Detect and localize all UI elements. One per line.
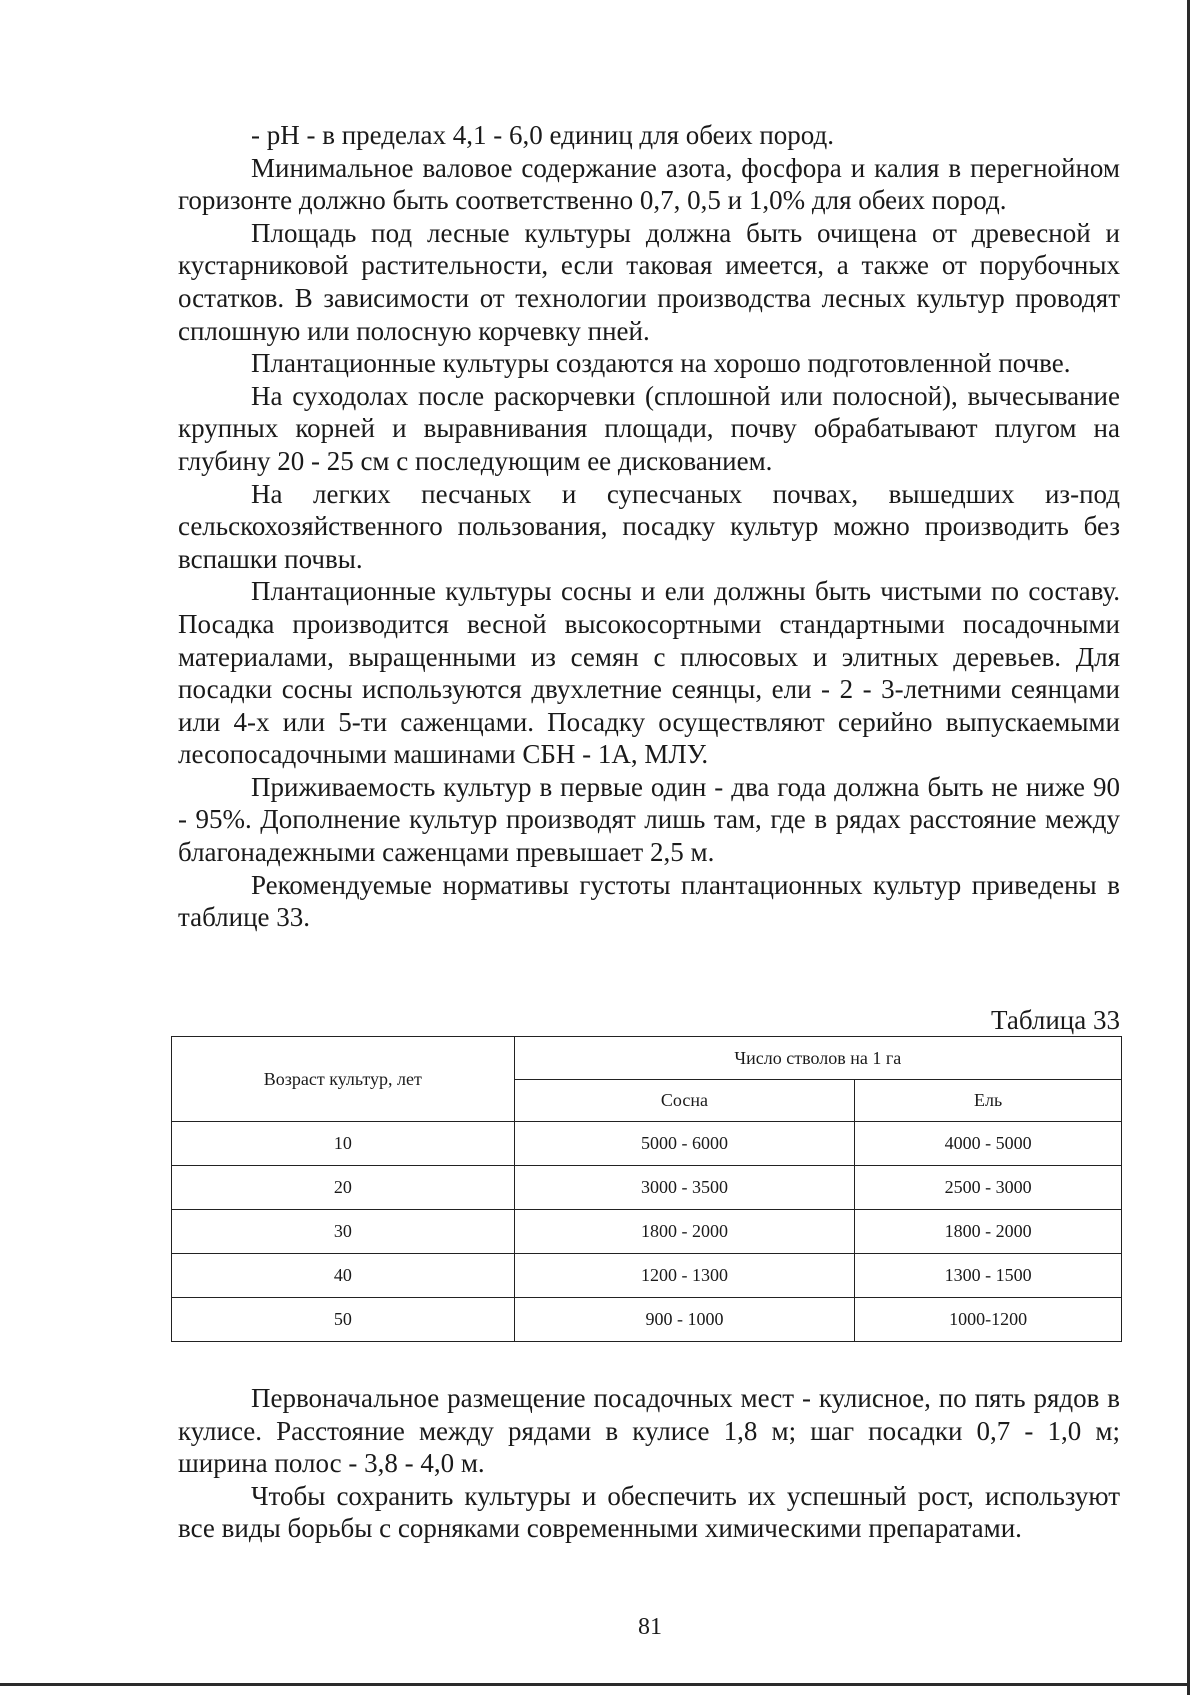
cell-age: 20 — [172, 1166, 515, 1210]
table-row — [172, 1166, 1122, 1210]
header-age: Возраст культур, лет — [172, 1037, 515, 1122]
paragraph-nutrients: Минимальное валовое содержание азота, фосфора и калия в перегнойном горизонте должно быть соответственно 0,7, 0,5 и 1,0% для обеих пород. — [178, 152, 1120, 216]
header-pine: Сосна — [514, 1080, 855, 1122]
paragraph-planting-material: Плантационные культуры сосны и ели должны быть чистыми по составу. Посадка производится весной высокосортными стандартными посадочными материалами, выращенными из семян с плюсовых и элитных деревьев. Для посадки сосны используются двухлетние сеянцы, ели - 2 - 3-летними сеянцами или 4-х или 5-ти саженцами. Посадку осуществляют серийно выпускаемыми лесопосадочными машинами СБН - 1А, МЛУ. — [178, 576, 1120, 770]
cell-spruce: 1800 - 2000 — [855, 1210, 1122, 1254]
table-row — [172, 1298, 1122, 1342]
paragraph-site-clearing: Площадь под лесные культуры должна быть очищена от древесной и кустарниковой растительности, если таковая имеется, а также от порубочных остатков. В зависимости от технологии производства лесных культур проводят сплошную или полосную корчевку пней. — [178, 217, 1120, 346]
paragraph-survival-rate: Приживаемость культур в первые один - два года должна быть не ниже 90 - 95%. Дополнение культур производят лишь там, где в рядах расстояние между благонадежными саженцами превышает 2,5 м. — [178, 771, 1120, 868]
cell-age: 40 — [172, 1254, 515, 1298]
scan-edge-right — [1187, 0, 1190, 1695]
paragraph-table-reference: Рекомендуемые нормативы густоты плантационных культур приведены в таблице 33. — [178, 869, 1120, 933]
cell-pine: 3000 - 3500 — [514, 1166, 855, 1210]
cell-age: 30 — [172, 1210, 515, 1254]
table-row — [172, 1210, 1122, 1254]
cell-spruce: 4000 - 5000 — [855, 1122, 1122, 1166]
cell-spruce: 2500 - 3000 — [855, 1166, 1122, 1210]
cell-spruce: 1000-1200 — [855, 1298, 1122, 1342]
paragraph-weed-control: Чтобы сохранить культуры и обеспечить их успешный рост, используют все виды борьбы с сорняками современными химическими препаратами. — [178, 1480, 1120, 1544]
table-row — [172, 1122, 1122, 1166]
cell-pine: 5000 - 6000 — [514, 1122, 855, 1166]
table-caption: Таблица 33 — [991, 1005, 1120, 1035]
paragraph-dry-lands: На суходолах после раскорчевки (сплошной или полосной), вычесывание крупных корней и выравнивания площади, почву обрабатывают плугом на глубину 20 - 25 см с последующим ее дискованием. — [178, 380, 1120, 476]
cell-age: 10 — [172, 1122, 515, 1166]
table-row — [172, 1254, 1122, 1298]
cell-pine: 1800 - 2000 — [514, 1210, 855, 1254]
paragraph-placement: Первоначальное размещение посадочных мест - кулисное, по пять рядов в кулисе. Расстояние между рядами в кулисе 1,8 м; шаг посадки 0,7 - 1,0 м; ширина полос - 3,8 - 4,0 м. — [178, 1383, 1120, 1479]
cell-age: 50 — [172, 1298, 515, 1342]
paragraph-sandy-soils: На легких песчаных и супесчаных почвах, вышедших из-под сельскохозяйственного пользования, посадку культур можно производить без вспашки почвы. — [178, 478, 1120, 574]
body-text-bottom — [178, 1382, 1120, 1545]
paragraph-ph: - pH - в пределах 4,1 - 6,0 единиц для обеих пород. — [251, 120, 834, 150]
cell-pine: 900 - 1000 — [514, 1298, 855, 1342]
cell-spruce: 1300 - 1500 — [855, 1254, 1122, 1298]
body-text-top — [178, 119, 1120, 934]
paragraph-soil-preparation: Плантационные культуры создаются на хорошо подготовленной почве. — [251, 348, 1071, 379]
page-number: 81 — [638, 1614, 662, 1640]
header-spruce: Ель — [855, 1080, 1122, 1122]
cell-pine: 1200 - 1300 — [514, 1254, 855, 1298]
density-norms-table — [171, 1036, 1122, 1342]
scan-edge-bottom — [0, 1683, 1190, 1686]
header-stems-per-ha: Число стволов на 1 га — [514, 1037, 1121, 1080]
